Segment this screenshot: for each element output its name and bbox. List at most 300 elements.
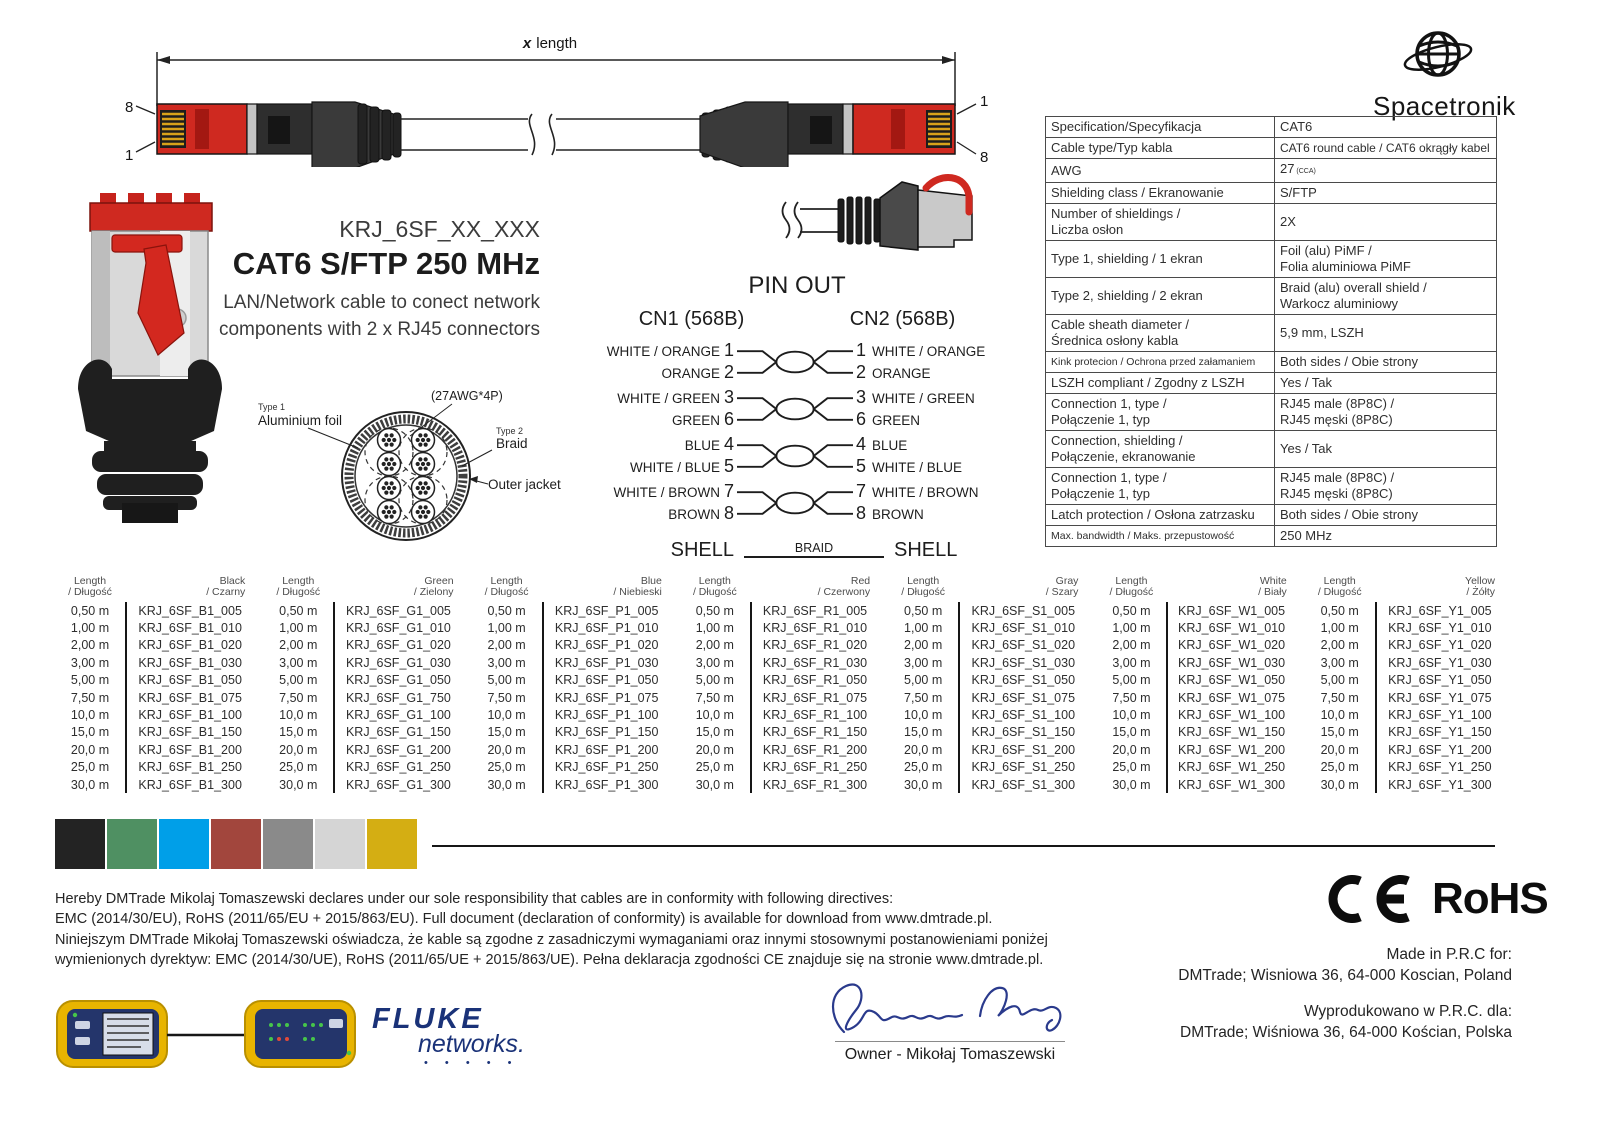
- length-cell: 7,50 m: [487, 690, 526, 705]
- part-group-header: [888, 570, 1086, 602]
- pinout-left-labels: [586, 387, 734, 431]
- spec-label-line: Connection 1, type /: [1051, 396, 1167, 411]
- certification-marks: [1318, 872, 1548, 926]
- length-cell: 0,50 m: [1112, 603, 1151, 618]
- length-cell: 5,00 m: [1320, 673, 1359, 688]
- pinout-wire-label: [586, 503, 734, 525]
- part-row: [1096, 619, 1294, 636]
- wire-color-name: WHITE / ORANGE: [606, 344, 720, 359]
- length-cell: 5,00 m: [279, 673, 318, 688]
- part-row: [680, 689, 878, 706]
- spec-value-note: (CCA): [1294, 168, 1316, 175]
- pin-label-right-top: 1: [980, 93, 989, 110]
- color-name-pl: / Czerwony: [817, 586, 871, 598]
- part-code-cell: KRJ_6SF_Y1_005: [1375, 602, 1503, 619]
- spec-value: [1275, 278, 1497, 315]
- spec-value-line: 27 (CCA): [1280, 161, 1316, 176]
- length-cell: 10,0 m: [695, 708, 734, 723]
- part-row: [1096, 776, 1294, 793]
- wire-strand: [382, 462, 386, 466]
- wire-color-name: ORANGE: [661, 366, 720, 381]
- pinout-pair-row: [586, 482, 1008, 524]
- part-row: [888, 637, 1086, 654]
- pinout-left-labels: [586, 434, 734, 478]
- part-row: [263, 602, 461, 619]
- wire-color-name: WHITE / GREEN: [872, 391, 975, 406]
- fluke-logo-dots: • • • • •: [424, 1057, 519, 1069]
- twisted-pair-icon: [737, 481, 853, 525]
- part-row: [1305, 759, 1503, 776]
- spec-label: [1046, 315, 1275, 352]
- length-cell: 20,0 m: [70, 742, 110, 757]
- part-code-cell: KRJ_6SF_S1_020: [958, 637, 1086, 654]
- color-name-en: Blue: [640, 575, 662, 587]
- length-cell: 1,00 m: [279, 621, 318, 636]
- pinout-right-labels: [856, 434, 1008, 478]
- spec-value: [1275, 468, 1497, 505]
- spec-value: [1275, 117, 1497, 138]
- braid-label: BRAID: [794, 541, 834, 555]
- length-cell: 2,00 m: [695, 638, 734, 653]
- spec-value-line: Warkocz aluminiowy: [1280, 296, 1398, 311]
- spec-value-line: Yes / Tak: [1280, 375, 1333, 390]
- spec-row: [1046, 352, 1497, 373]
- length-cell: 3,00 m: [1320, 655, 1359, 670]
- specification-table: [1045, 116, 1497, 547]
- part-code-cell: KRJ_6SF_S1_030: [958, 654, 1086, 671]
- spec-label: [1046, 278, 1275, 315]
- part-code-cell: KRJ_6SF_S1_200: [958, 741, 1086, 758]
- length-dimension-label: x length: [522, 35, 578, 52]
- color-swatch: [159, 819, 209, 869]
- part-code-cell: KRJ_6SF_G1_010: [333, 619, 461, 636]
- color-header: [1375, 576, 1503, 602]
- pin-number: 2: [856, 362, 867, 382]
- spec-value-line: CAT6 round cable / CAT6 okrągły kabel: [1280, 141, 1490, 155]
- cable-cross-section-diagram: [256, 384, 561, 554]
- wire-strand: [390, 514, 394, 518]
- pin-number: 8: [723, 503, 734, 523]
- part-code-cell: KRJ_6SF_R1_200: [750, 741, 878, 758]
- part-row: [888, 619, 1086, 636]
- part-code-cell: KRJ_6SF_S1_150: [958, 724, 1086, 741]
- spec-label: [1046, 468, 1275, 505]
- wire-strand: [426, 486, 430, 490]
- part-row: [1096, 637, 1294, 654]
- pinout-pair-row: [586, 341, 1008, 383]
- wire-strand: [418, 457, 422, 461]
- part-row: [888, 706, 1086, 723]
- wire-color-name: WHITE / BROWN: [613, 485, 720, 500]
- length-cell: 5,00 m: [1112, 673, 1151, 688]
- part-row: [1305, 637, 1503, 654]
- wire-color-name: WHITE / BROWN: [872, 485, 979, 500]
- pin-number: 1: [856, 340, 867, 360]
- length-header-line: Length: [907, 575, 940, 587]
- declaration-english: [55, 889, 1085, 929]
- title-block: [198, 216, 540, 343]
- length-header: [55, 576, 125, 602]
- shielded-connector-illustration: [776, 166, 981, 271]
- signature-caption: Owner - Mikołaj Tomaszewski: [844, 1046, 1056, 1063]
- spec-value: [1275, 373, 1497, 394]
- pin-label-left-top: 8: [125, 99, 134, 116]
- signature-line: [835, 1041, 1065, 1042]
- page-subtitle: LAN/Network cable to conect network components with 2 x RJ45 connectors: [218, 292, 540, 340]
- length-cell: 30,0 m: [904, 777, 943, 792]
- part-group: [472, 570, 670, 793]
- part-code-cell: KRJ_6SF_R1_100: [750, 706, 878, 723]
- color-name-en: Red: [850, 575, 871, 587]
- length-cell: 1,00 m: [695, 621, 734, 636]
- length-cell: 30,0 m: [1320, 777, 1359, 792]
- color-header: [125, 576, 253, 602]
- spec-label-line: AWG: [1051, 162, 1082, 178]
- wire-strand: [382, 510, 386, 514]
- part-code-cell: KRJ_6SF_W1_050: [1166, 672, 1294, 689]
- part-row: [472, 672, 670, 689]
- part-code-cell: KRJ_6SF_P1_200: [542, 741, 670, 758]
- wire-strand: [426, 510, 430, 514]
- part-row: [680, 724, 878, 741]
- spec-row: [1046, 278, 1497, 315]
- length-header-line: / Długość: [901, 586, 946, 598]
- fluke-logo-text: FLUKE: [372, 1003, 484, 1035]
- pinout-wire-label: [856, 340, 1008, 362]
- length-cell: 0,50 m: [904, 603, 943, 618]
- length-cell: 10,0 m: [1112, 708, 1151, 723]
- spec-value-line: Yes / Tak: [1280, 441, 1333, 456]
- part-row: [1096, 689, 1294, 706]
- length-header: [263, 576, 333, 602]
- spec-value-line: S/FTP: [1280, 185, 1317, 200]
- part-code-cell: KRJ_6SF_S1_100: [958, 706, 1086, 723]
- color-swatch: [367, 819, 417, 869]
- declaration-polish: [55, 930, 1085, 970]
- length-header-line: Length: [73, 575, 107, 587]
- pinout-shell-row: [586, 532, 1008, 562]
- length-header-line: / Długość: [1109, 586, 1154, 598]
- spec-label: [1046, 159, 1275, 183]
- part-code-cell: KRJ_6SF_P1_020: [542, 637, 670, 654]
- spec-value-line: 5,9 mm, LSZH: [1280, 325, 1364, 340]
- part-row: [472, 637, 670, 654]
- length-cell: 30,0 m: [279, 777, 318, 792]
- brand-logo: [1373, 24, 1516, 122]
- part-code-cell: KRJ_6SF_G1_150: [333, 724, 461, 741]
- length-cell: 1,00 m: [1112, 621, 1151, 636]
- length-cell: 25,0 m: [279, 760, 318, 775]
- length-header-line: / Długość: [484, 586, 529, 598]
- wire-strand: [384, 505, 388, 509]
- spec-value-line: CAT6: [1280, 119, 1313, 134]
- length-cell: 7,50 m: [695, 690, 734, 705]
- pin-number: 3: [723, 387, 734, 407]
- part-row: [1305, 706, 1503, 723]
- length-header-line: / Długość: [1317, 586, 1362, 598]
- part-row: [55, 741, 253, 758]
- length-header-line: / Długość: [692, 586, 737, 598]
- wire-strand: [390, 457, 394, 461]
- part-row: [55, 619, 253, 636]
- made-in-pl-line2: DMTrade; Wiśniowa 36, 64-000 Kościan, Polska: [1180, 1024, 1512, 1041]
- length-cell: 15,0 m: [279, 725, 318, 740]
- pinout-wire-label: [586, 340, 734, 362]
- pinout-pairs: [586, 341, 1008, 524]
- color-name-pl: / Biały: [1258, 586, 1287, 598]
- spec-row: [1046, 505, 1497, 526]
- spec-value-line: RJ45 male (8P8C) /: [1280, 470, 1395, 485]
- wire-strand: [421, 462, 425, 466]
- length-cell: 3,00 m: [487, 655, 526, 670]
- length-cell: 0,50 m: [70, 603, 110, 618]
- wire-color-name: GREEN: [872, 413, 921, 428]
- part-code-cell: KRJ_6SF_G1_020: [333, 637, 461, 654]
- twisted-pair-icon: [737, 340, 853, 384]
- length-cell: 30,0 m: [70, 777, 110, 792]
- wire-strand: [424, 481, 428, 485]
- part-group: [888, 570, 1086, 793]
- part-code-cell: KRJ_6SF_R1_005: [750, 602, 878, 619]
- part-code-cell: KRJ_6SF_B1_005: [125, 602, 253, 619]
- pin-number: 2: [723, 362, 734, 382]
- part-code-cell: KRJ_6SF_B1_200: [125, 741, 253, 758]
- pin-number: 1: [723, 340, 734, 360]
- length-header-line: / Długość: [68, 586, 112, 598]
- pinout-cn1-header: CN1 (568B): [638, 308, 745, 330]
- page-title: CAT6 S/FTP 250 MHz: [232, 246, 540, 281]
- part-row: [1096, 724, 1294, 741]
- part-row: [680, 619, 878, 636]
- wire-strand: [424, 433, 428, 437]
- part-code-cell: KRJ_6SF_P1_250: [542, 759, 670, 776]
- part-code-cell: KRJ_6SF_W1_075: [1166, 689, 1294, 706]
- part-code-cell: KRJ_6SF_B1_030: [125, 654, 253, 671]
- spec-label-line: Cable type/Typ kabla: [1051, 140, 1173, 155]
- pinout-wire-label: [586, 481, 734, 503]
- wire-strand: [426, 462, 430, 466]
- part-code-cell: KRJ_6SF_G1_750: [333, 689, 461, 706]
- spec-value-line: Braid (alu) overall shield /: [1280, 280, 1427, 295]
- part-row: [1305, 602, 1503, 619]
- length-cell: 2,00 m: [1112, 638, 1151, 653]
- length-cell: 25,0 m: [1320, 760, 1359, 775]
- length-cell: 2,00 m: [487, 638, 526, 653]
- part-row: [55, 776, 253, 793]
- wire-strand: [418, 466, 422, 470]
- length-cell: 25,0 m: [487, 760, 526, 775]
- color-header: [750, 576, 878, 602]
- part-code-cell: KRJ_6SF_R1_020: [750, 637, 878, 654]
- length-cell: 10,0 m: [279, 708, 318, 723]
- length-cell: 20,0 m: [1320, 742, 1359, 757]
- part-row: [472, 654, 670, 671]
- part-row: [680, 672, 878, 689]
- spec-value: [1275, 315, 1497, 352]
- wire-color-name: BROWN: [872, 507, 924, 522]
- part-code-cell: KRJ_6SF_R1_010: [750, 619, 878, 636]
- length-cell: 10,0 m: [487, 708, 526, 723]
- wire-strand: [390, 433, 394, 437]
- length-header-line: Length: [1323, 575, 1356, 587]
- wire-strand: [418, 505, 422, 509]
- length-header-line: Length: [1115, 575, 1148, 587]
- part-row: [263, 706, 461, 723]
- spec-row: [1046, 204, 1497, 241]
- pinout-right-labels: [856, 387, 1008, 431]
- part-group: [55, 570, 253, 793]
- wire-color-name: WHITE / GREEN: [617, 391, 720, 406]
- spec-value: [1275, 204, 1497, 241]
- pin-number: 3: [856, 387, 867, 407]
- spec-label-line: Latch protection / Osłona zatrzasku: [1051, 507, 1255, 522]
- part-row: [263, 689, 461, 706]
- length-cell: 15,0 m: [1112, 725, 1151, 740]
- model-code: KRJ_6SF_XX_XXX: [339, 216, 540, 242]
- wire-strand: [416, 438, 420, 442]
- spec-label-line: Kink protecion / Ochrona przed załamaniem: [1051, 356, 1256, 368]
- wire-strand: [387, 510, 391, 514]
- part-row: [1096, 759, 1294, 776]
- part-row: [55, 654, 253, 671]
- color-name-pl: / Szary: [1045, 586, 1079, 598]
- part-row: [55, 689, 253, 706]
- length-cell: 7,50 m: [70, 690, 110, 705]
- pin-number: 6: [723, 409, 734, 429]
- length-cell: 0,50 m: [487, 603, 526, 618]
- part-group-header: [680, 570, 878, 602]
- part-row: [1305, 741, 1503, 758]
- part-row: [1305, 776, 1503, 793]
- color-name-pl: / Żółty: [1466, 586, 1495, 598]
- shell-right-label: SHELL: [894, 539, 958, 561]
- color-name-en: White: [1259, 575, 1287, 587]
- length-cell: 1,00 m: [70, 621, 110, 636]
- part-row: [472, 759, 670, 776]
- wire-strand: [382, 438, 386, 442]
- part-row: [1096, 654, 1294, 671]
- part-code-cell: KRJ_6SF_S1_300: [958, 776, 1086, 793]
- spec-row: [1046, 138, 1497, 159]
- spec-row: [1046, 117, 1497, 138]
- spec-value: [1275, 183, 1497, 204]
- spec-label: [1046, 431, 1275, 468]
- cable-tester-devices: [55, 995, 390, 1073]
- pin-number: 5: [723, 456, 734, 476]
- wire-strand: [387, 462, 391, 466]
- length-header-line: Length: [282, 575, 315, 587]
- part-code-cell: KRJ_6SF_W1_010: [1166, 619, 1294, 636]
- spec-label-line: Cable sheath diameter /: [1051, 317, 1190, 332]
- length-cell: 20,0 m: [279, 742, 318, 757]
- wire-strand: [426, 438, 430, 442]
- wire-strand: [424, 442, 428, 446]
- length-cell: 10,0 m: [1320, 708, 1359, 723]
- pin-number: 6: [856, 409, 867, 429]
- part-row: [263, 776, 461, 793]
- part-row: [263, 724, 461, 741]
- spec-label-line: Połączenie 1, typ: [1051, 486, 1151, 501]
- pinout-left-labels: [586, 340, 734, 384]
- part-row: [263, 672, 461, 689]
- wire-strand: [392, 438, 396, 442]
- wire-color-name: BLUE: [872, 438, 908, 453]
- pinout-wire-label: [586, 387, 734, 409]
- part-row: [680, 741, 878, 758]
- pin-number: 4: [856, 434, 867, 454]
- part-code-cell: KRJ_6SF_Y1_030: [1375, 654, 1503, 671]
- ce-mark-icon: [1318, 872, 1418, 926]
- pinout-diagram: [586, 272, 1008, 562]
- part-row: [888, 724, 1086, 741]
- part-code-cell: KRJ_6SF_P1_010: [542, 619, 670, 636]
- spec-label: [1046, 241, 1275, 278]
- color-header: [958, 576, 1086, 602]
- spec-label: [1046, 373, 1275, 394]
- part-code-cell: KRJ_6SF_W1_250: [1166, 759, 1294, 776]
- wire-strand: [390, 505, 394, 509]
- color-name-pl: / Czarny: [206, 586, 246, 598]
- part-row: [263, 759, 461, 776]
- wire-color-name: WHITE / ORANGE: [872, 344, 986, 359]
- length-header-line: Length: [698, 575, 731, 587]
- length-header: [472, 576, 542, 602]
- part-row: [1096, 602, 1294, 619]
- pinout-wire-label: [856, 409, 1008, 431]
- spec-row: [1046, 315, 1497, 352]
- part-group: [263, 570, 461, 793]
- spec-label-line: Specification/Specyfikacja: [1051, 119, 1202, 134]
- wire-color-name: WHITE / BLUE: [629, 460, 720, 475]
- declaration-en-line1: Hereby DMTrade Mikolaj Tomaszewski declares under our sole responsibility that cables are in conformity with following directives:: [55, 891, 894, 907]
- braid-line: [744, 541, 884, 558]
- color-swatch: [55, 819, 105, 869]
- wire-strand: [387, 486, 391, 490]
- wire-strand: [384, 481, 388, 485]
- pin-number: 7: [723, 481, 734, 501]
- spec-label-line: Liczba osłon: [1051, 222, 1124, 237]
- wire-strand: [421, 510, 425, 514]
- part-group: [1305, 570, 1503, 793]
- color-name-pl: / Zielony: [413, 586, 454, 598]
- length-cell: 15,0 m: [904, 725, 943, 740]
- part-code-cell: KRJ_6SF_W1_005: [1166, 602, 1294, 619]
- color-name-en: Black: [219, 575, 246, 587]
- wire-strand: [384, 457, 388, 461]
- length-cell: 3,00 m: [695, 655, 734, 670]
- spec-value-line: 250 MHz: [1280, 528, 1333, 543]
- spec-value: [1275, 526, 1497, 547]
- spec-label: [1046, 183, 1275, 204]
- wire-strand: [418, 442, 422, 446]
- length-cell: 25,0 m: [70, 760, 110, 775]
- part-code-cell: KRJ_6SF_G1_005: [333, 602, 461, 619]
- part-row: [680, 706, 878, 723]
- part-code-cell: KRJ_6SF_Y1_200: [1375, 741, 1503, 758]
- part-row: [472, 741, 670, 758]
- spec-value: [1275, 505, 1497, 526]
- spec-value-line: Both sides / Obie strony: [1280, 507, 1419, 522]
- wire-strand: [418, 433, 422, 437]
- divider-line: [432, 845, 1495, 847]
- wire-strand: [390, 442, 394, 446]
- color-header: [1166, 576, 1294, 602]
- spec-label-line: Type 1, shielding / 1 ekran: [1051, 251, 1203, 266]
- part-row: [55, 759, 253, 776]
- pin-number: 8: [856, 503, 867, 523]
- part-row: [472, 776, 670, 793]
- color-name-en: Yellow: [1465, 575, 1495, 587]
